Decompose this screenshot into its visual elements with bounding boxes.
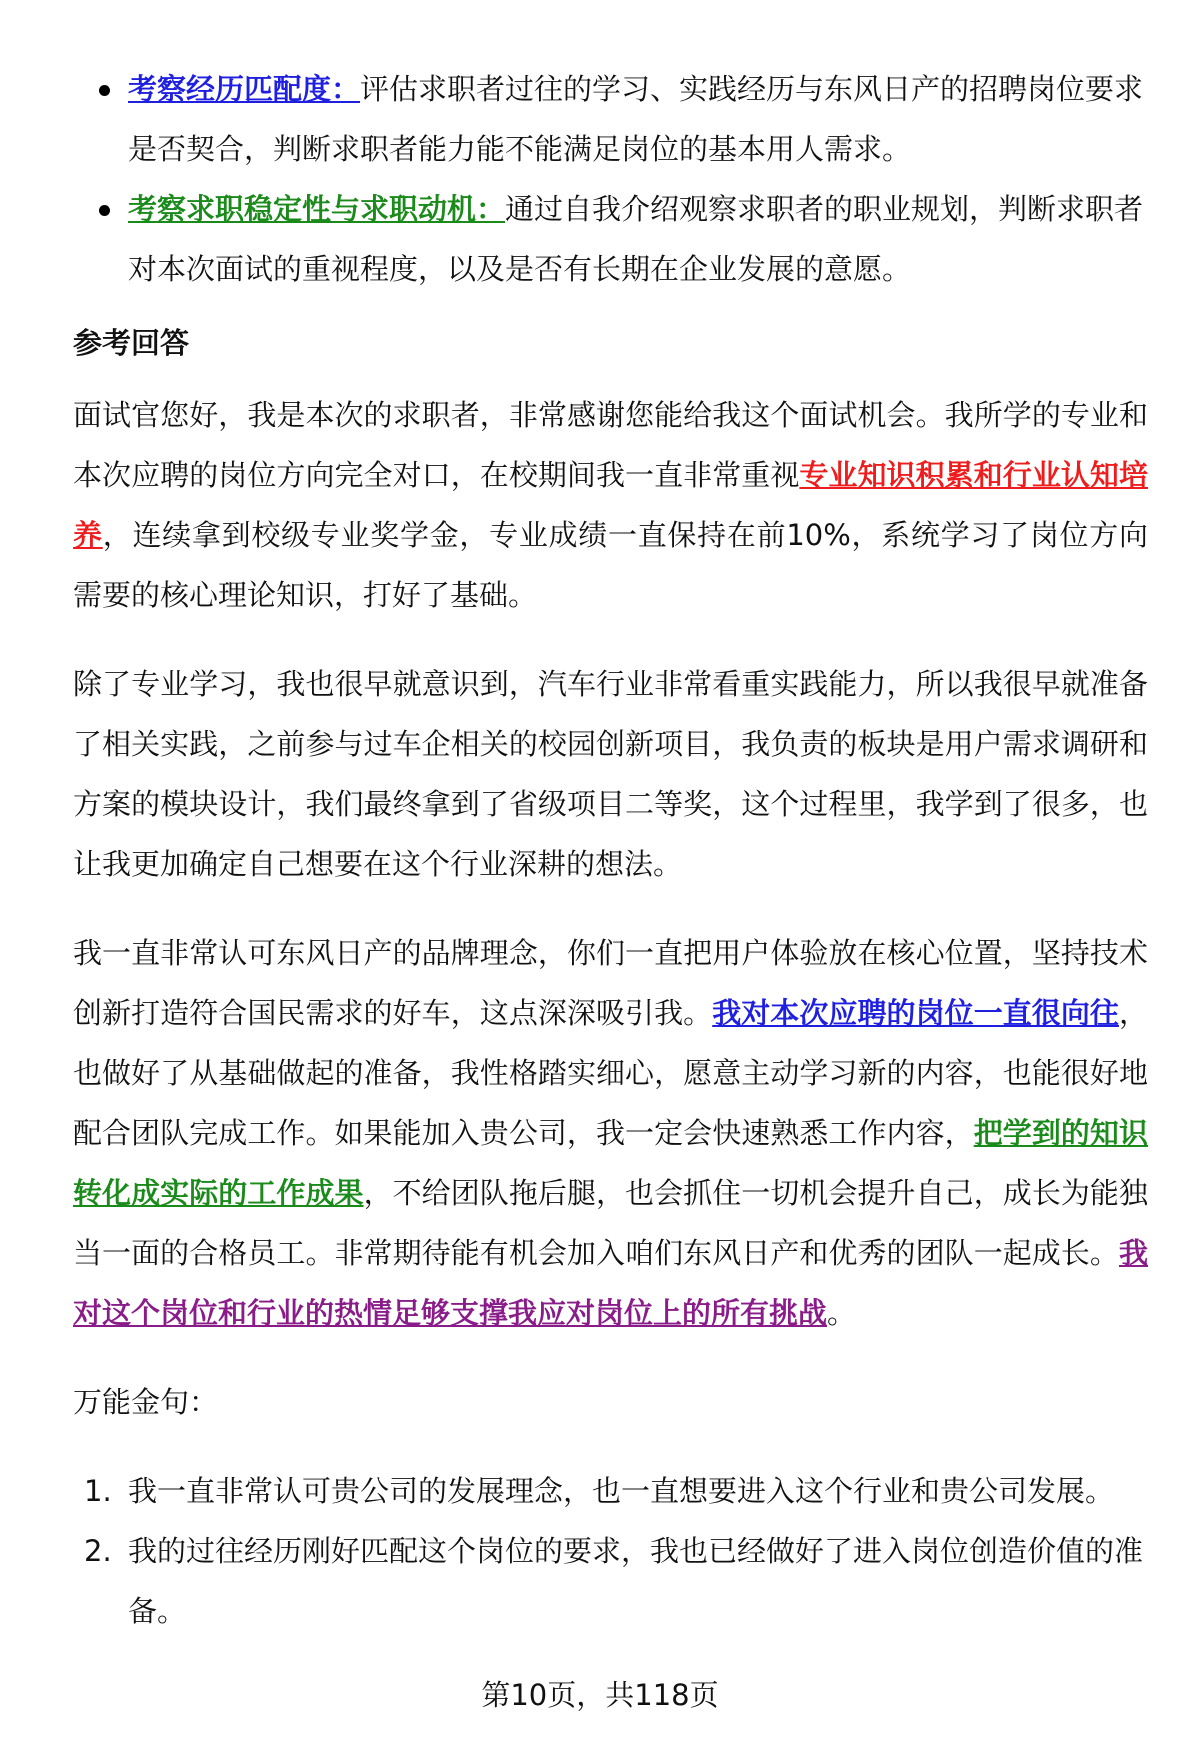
criteria-text: 评估求职者过往的学习、实践经历与东风日产的招聘岗位要求是否契合，判断求职者能力能不能满足岗位的基本用人需求。 bbox=[128, 72, 1144, 166]
section-heading: 参考回答 bbox=[73, 326, 190, 360]
text: 我一直非常认可东风日产的品牌理念，你们一直把用户体验放在核心位置，坚持技术创新打造符合国民需求的好车，这点深深吸引我。 bbox=[73, 936, 1148, 1030]
golden-list bbox=[73, 1461, 1148, 1641]
list-text: 我一直非常认可贵公司的发展理念，也一直想要进入这个行业和贵公司发展。 bbox=[128, 1474, 1115, 1508]
paragraph: 除了专业学习，我也很早就意识到，汽车行业非常看重实践能力，所以我很早就准备了相关实践，之前参与过车企相关的校园创新项目，我负责的板块是用户需求调研和方案的模块设计，我们最终拿到了省级项目二等奖，这个过程里，我学到了很多，也让我更加确定自己想要在这个行业深耕的想法。 bbox=[73, 667, 1148, 881]
text: ，不给团队拖后腿，也会抓住一切机会提升自己，成长为能独当一面的合格员工。非常期待能有机会加入咱们东风日产和优秀的团队一起成长。 bbox=[73, 1176, 1148, 1270]
list-number: 1. bbox=[84, 1474, 112, 1508]
highlight: 专业知识积累和行业认知培养 bbox=[73, 458, 1148, 552]
text: 面试官您好，我是本次的求职者，非常感谢您能给我这个面试机会。我所学的专业和本次应聘的岗位方向完全对口，在校期间我一直非常重视 bbox=[73, 398, 1148, 492]
list-item bbox=[128, 59, 1148, 179]
criteria-key: 考察求职稳定性与求职动机： bbox=[128, 192, 506, 226]
text: ，连续拿到校级专业奖学金，专业成绩一直保持在前10%，系统学习了岗位方向需要的核心理论知识，打好了基础。 bbox=[73, 518, 1148, 612]
highlight: 把学到的知识转化成实际的工作成果 bbox=[73, 1116, 1148, 1210]
criteria-text: 通过自我介绍观察求职者的职业规划，判断求职者对本次面试的重视程度，以及是否有长期在企业发展的意愿。 bbox=[128, 192, 1144, 286]
criteria-key: 考察经历匹配度： bbox=[128, 72, 361, 106]
list-text: 我的过往经历刚好匹配这个岗位的要求，我也已经做好了进入岗位创造价值的准备。 bbox=[128, 1534, 1144, 1628]
text: ，也做好了从基础做起的准备，我性格踏实细心，愿意主动学习新的内容，也能很好地配合团队完成工作。如果能加入贵公司，我一定会快速熟悉工作内容， bbox=[73, 996, 1148, 1150]
list-item bbox=[128, 179, 1148, 299]
criteria-list bbox=[73, 59, 1148, 299]
golden-label: 万能金句： bbox=[73, 1385, 219, 1419]
document-body bbox=[73, 59, 1148, 1641]
paragraph bbox=[73, 923, 1148, 1343]
highlight: 我对本次应聘的岗位一直很向往 bbox=[712, 996, 1119, 1030]
highlight: 我对这个岗位和行业的热情足够支撑我应对岗位上的所有挑战 bbox=[73, 1236, 1148, 1330]
page-footer: 第10页，共118页 bbox=[481, 1678, 719, 1712]
list-item bbox=[84, 1461, 1148, 1521]
list-number: 2. bbox=[84, 1534, 112, 1568]
paragraph bbox=[73, 385, 1148, 625]
text: 。 bbox=[827, 1296, 857, 1330]
list-item bbox=[84, 1521, 1148, 1641]
